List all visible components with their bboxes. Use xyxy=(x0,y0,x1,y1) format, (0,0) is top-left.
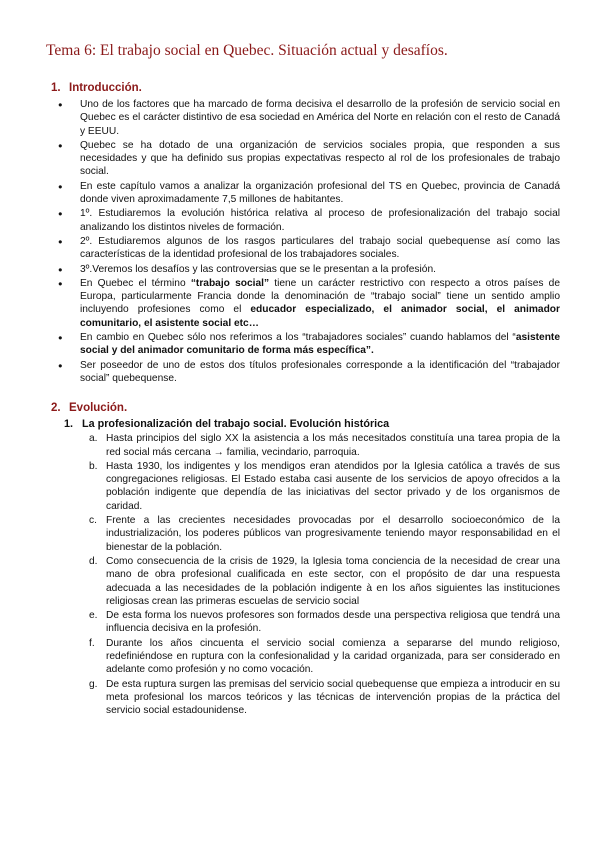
item-letter: a. xyxy=(89,433,98,445)
list-item xyxy=(89,678,560,718)
list-item xyxy=(80,263,560,276)
list-item xyxy=(80,359,560,386)
item-letter: g. xyxy=(89,678,98,690)
text-run: 2º. Estudiaremos algunos de los rasgos particulares del trabajo social quebequense así como las características de la identidad profesional de los trabajadores sociales. xyxy=(80,235,560,261)
item-text: Frente a las crecientes necesidades provocadas por el desarrollo socioeconómico de la industrialización, los poderes públicos van progresivamente teniendo mayor responsabilidad en el bienestar de la población. xyxy=(106,515,560,553)
list-item xyxy=(89,555,560,608)
subsection-number: 1. xyxy=(64,418,74,431)
bold-text: asistente social y del animador comunitario de forma más específica”. xyxy=(80,332,560,357)
text-run: Uno de los factores que ha marcado de forma decisiva el desarrollo de la profesión de servicio social en Quebec es el carácter distintivo de esa sociedad en América del Norte en relación con el resto de Canadá y EEUU. xyxy=(80,99,560,137)
list-item xyxy=(80,139,560,179)
list-item xyxy=(89,460,560,513)
text-run: En cambio en Quebec sólo nos referimos a los “trabajadores sociales” cuando hablamos del “ xyxy=(80,332,516,344)
item-text: Hasta 1930, los indigentes y los mendigos eran atendidos por la Iglesia católica a través de sus congregaciones religiosas. El Estado estaba casi ausente de los servicios de apoyo ofrecidos a la población indigente que dependía de las iniciativas del sector privado y de los organismos de caridad. xyxy=(106,460,560,512)
text-run: En Quebec el término xyxy=(80,277,191,289)
list-item xyxy=(80,98,560,138)
document-title: Tema 6: El trabajo social en Quebec. Situación actual y desafíos. xyxy=(46,42,448,59)
section-introduction xyxy=(46,82,560,385)
list-item xyxy=(80,207,560,234)
list-item xyxy=(80,277,560,330)
list-item xyxy=(89,637,560,677)
text-run: tiene un carácter restrictivo con respecto a otros países de Europa, particularmente Francia donde la denominación de “trabajo social” tiene un sentido amplio incluyendo profesiones como el xyxy=(80,277,560,316)
section-heading xyxy=(51,82,560,94)
section-number: 2. xyxy=(51,402,61,415)
text-run: 3º.Veremos los desafíos y las controversias que se le presentan a la profesión. xyxy=(80,263,436,275)
list-item xyxy=(80,235,560,262)
lettered-list xyxy=(46,432,560,717)
item-letter: f. xyxy=(89,637,95,649)
item-text: De esta ruptura surgen las premisas del servicio social quebequense que empieza a introducir en su meta profesional los marcos teóricos y las técnicas de intervención propias de la práctica del servicio social estadounidense. xyxy=(106,678,560,717)
list-item xyxy=(80,180,560,207)
section-number: 1. xyxy=(51,82,61,94)
item-text: Durante los años cincuenta el servicio social comienza a separarse del mundo religioso, redefiniéndose en ruptura con la confesionalidad y la caridad organizada, para ser considerado en adelante como profesión y no como vocación. xyxy=(106,637,560,676)
item-letter: b. xyxy=(89,460,98,472)
text-run: Ser poseedor de uno de estos dos títulos profesionales corresponde a la identificación del “trabajador social” quebequense. xyxy=(80,359,560,384)
list-item xyxy=(89,432,560,459)
bold-text: “trabajo social” xyxy=(190,277,270,289)
item-letter: e. xyxy=(89,610,98,622)
bullet-list xyxy=(46,98,560,385)
section-title: Evolución. xyxy=(69,402,128,415)
text-run: 1º. Estudiaremos la evolución histórica relativa al proceso de profesionalización del trabajo social analizando los distintos niveles de formación. xyxy=(80,208,560,233)
subsection-heading xyxy=(64,418,560,430)
list-item xyxy=(89,514,560,554)
list-item xyxy=(80,331,560,358)
item-text: De esta forma los nuevos profesores son formados desde una perspectiva religiosa que tendrá una influencia decisiva en la profesión. xyxy=(106,610,560,635)
subsection-title: La profesionalización del trabajo social. Evolución histórica xyxy=(82,418,390,431)
item-letter: c. xyxy=(89,515,97,527)
section-title: Introducción. xyxy=(69,82,142,94)
text-run: En este capítulo vamos a analizar la organización profesional del TS en Quebec, provincia de Canadá donde viven aproximadamente 7,5 millones de habitantes. xyxy=(80,180,560,206)
section-evolucion xyxy=(46,402,560,717)
bold-text: educador especializado, el animador social, el animador comunitario, el asistente social etc… xyxy=(80,304,560,329)
section-heading xyxy=(51,402,560,414)
item-letter: d. xyxy=(89,555,98,567)
text-run: Quebec se ha dotado de una organización de servicios sociales propia, que responden a sus necesidades y que ha definido sus propias expectativas respecto al rol de los profesionales de trabajo social. xyxy=(80,139,560,178)
item-text: Como consecuencia de la crisis de 1929, la Iglesia toma conciencia de la necesidad de crear una mano de obra profesional cualificada en este sector, con el propósito de dar una respuesta adecuada a las necesidades de la población indigente à en los años siguientes las instituciones religiosas crean las primeras escuelas de servicio social xyxy=(106,555,560,607)
list-item xyxy=(89,609,560,636)
item-text: Hasta principios del siglo XX la asistencia a los más necesitados constituía una tarea propia de la red social más cercana → familia, vecindario, parroquia. xyxy=(106,433,560,458)
